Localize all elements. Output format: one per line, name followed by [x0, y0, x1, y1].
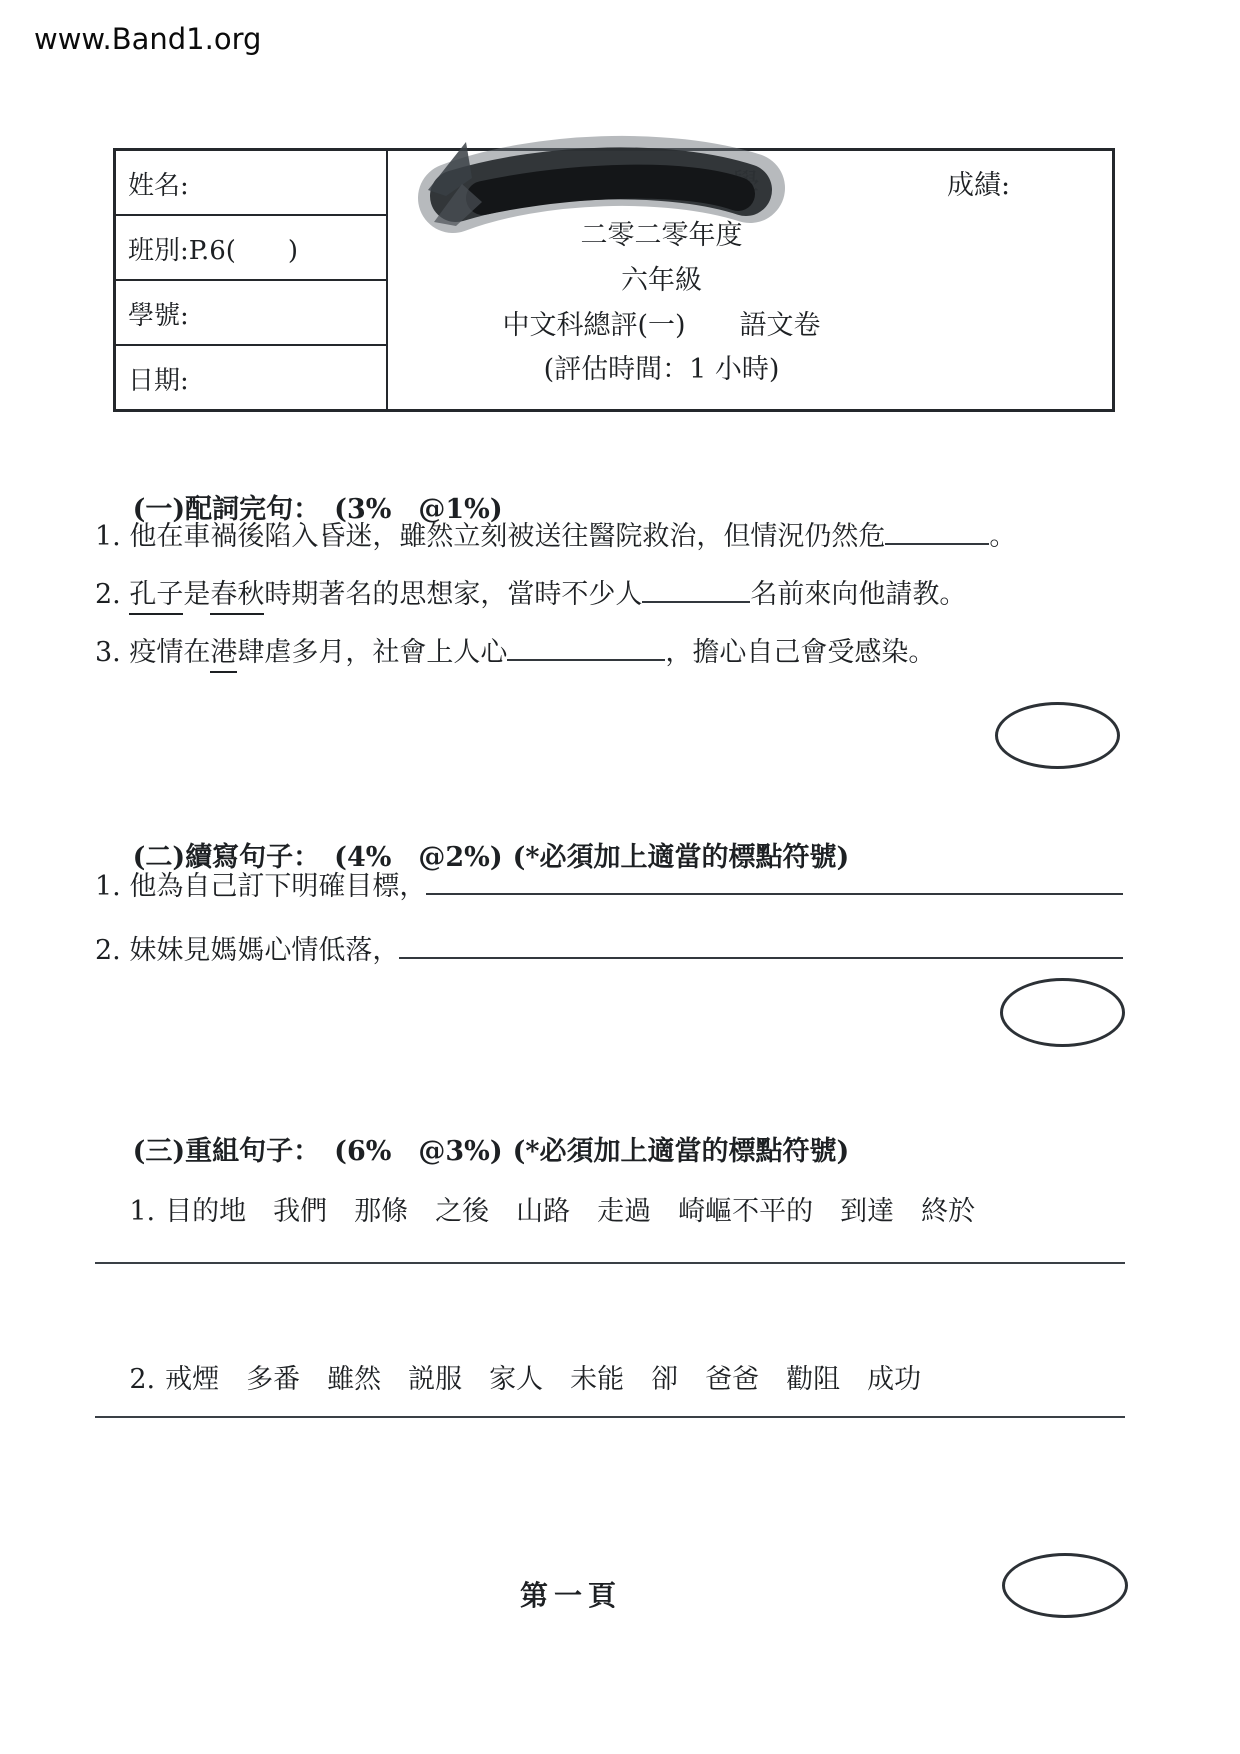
- score-cell: [935, 151, 1112, 409]
- question-number: 1.: [129, 1196, 156, 1227]
- date-field-label: 日期:: [128, 366, 189, 396]
- exam-duration-line: (評估時間：1 小時): [543, 354, 780, 385]
- watermark: www.Band1.org: [34, 22, 262, 56]
- section-3-marks: (6% @3%): [334, 1136, 503, 1167]
- exam-year-line: 二零二零年度: [580, 220, 743, 251]
- section-1-marks: (3% @1%): [334, 494, 503, 525]
- score-oval-2: [1000, 978, 1125, 1047]
- score-label: 成績:: [947, 170, 1011, 201]
- student-number-label: 學號:: [116, 281, 386, 346]
- student-info-column: [116, 151, 388, 409]
- section-2-question-1: 1. 他為自己訂下明確目標，: [95, 864, 1123, 903]
- section-3-question-2: [95, 1326, 921, 1427]
- redacted-school-name: 學: [730, 168, 760, 203]
- section-3-question-1: [95, 1158, 975, 1259]
- section-1-title: (一)配詞完句：: [132, 494, 321, 525]
- exam-title-line: 中文科總評(一) 語文卷: [502, 310, 821, 341]
- question-number: 2.: [129, 1364, 156, 1395]
- name-field-label: 姓名:: [116, 151, 386, 216]
- section-1-question-1: 1. 他在車禍後陷入昏迷，雖然立刻被送往醫院救治，但情況仍然危 。: [95, 514, 1123, 553]
- section-1-question-3: 3. 疫情在 港 肆虐多月，社會上人心 ，擔心自己會受感染。: [95, 630, 1123, 673]
- answer-line-2: [95, 1416, 1125, 1418]
- section-2-marks: (4% @2%): [334, 842, 503, 873]
- page-number: 第一頁: [520, 1579, 623, 1612]
- score-oval-1: [995, 702, 1120, 769]
- section-1-question-2: 2. 孔子 是 春秋 時期著名的思想家，當時不少人 名前來向他請教。: [95, 572, 1123, 615]
- score-oval-3: [1002, 1553, 1128, 1618]
- redaction-mark: [398, 126, 798, 256]
- class-field-label: 班別:P.6( ): [116, 216, 386, 281]
- section-2-title: (二)續寫句子：: [132, 842, 321, 873]
- section-2-note: (*必須加上適當的標點符號): [512, 842, 850, 873]
- section-3-note: (*必須加上適當的標點符號): [512, 1136, 850, 1167]
- scrambled-words: 目的地 我們 那條 之後 山路 走過 崎嶇不平的 到達 終於: [165, 1196, 976, 1227]
- answer-line-1: [95, 1262, 1125, 1264]
- grade-line: 六年級: [621, 265, 702, 296]
- section-3-title: (三)重組句子：: [132, 1136, 321, 1167]
- section-2-question-2: 2. 妹妹見媽媽心情低落，: [95, 928, 1123, 967]
- scrambled-words: 戒煙 多番 雖然 説服 家人 未能 卻 爸爸 勸阻 成功: [165, 1364, 922, 1395]
